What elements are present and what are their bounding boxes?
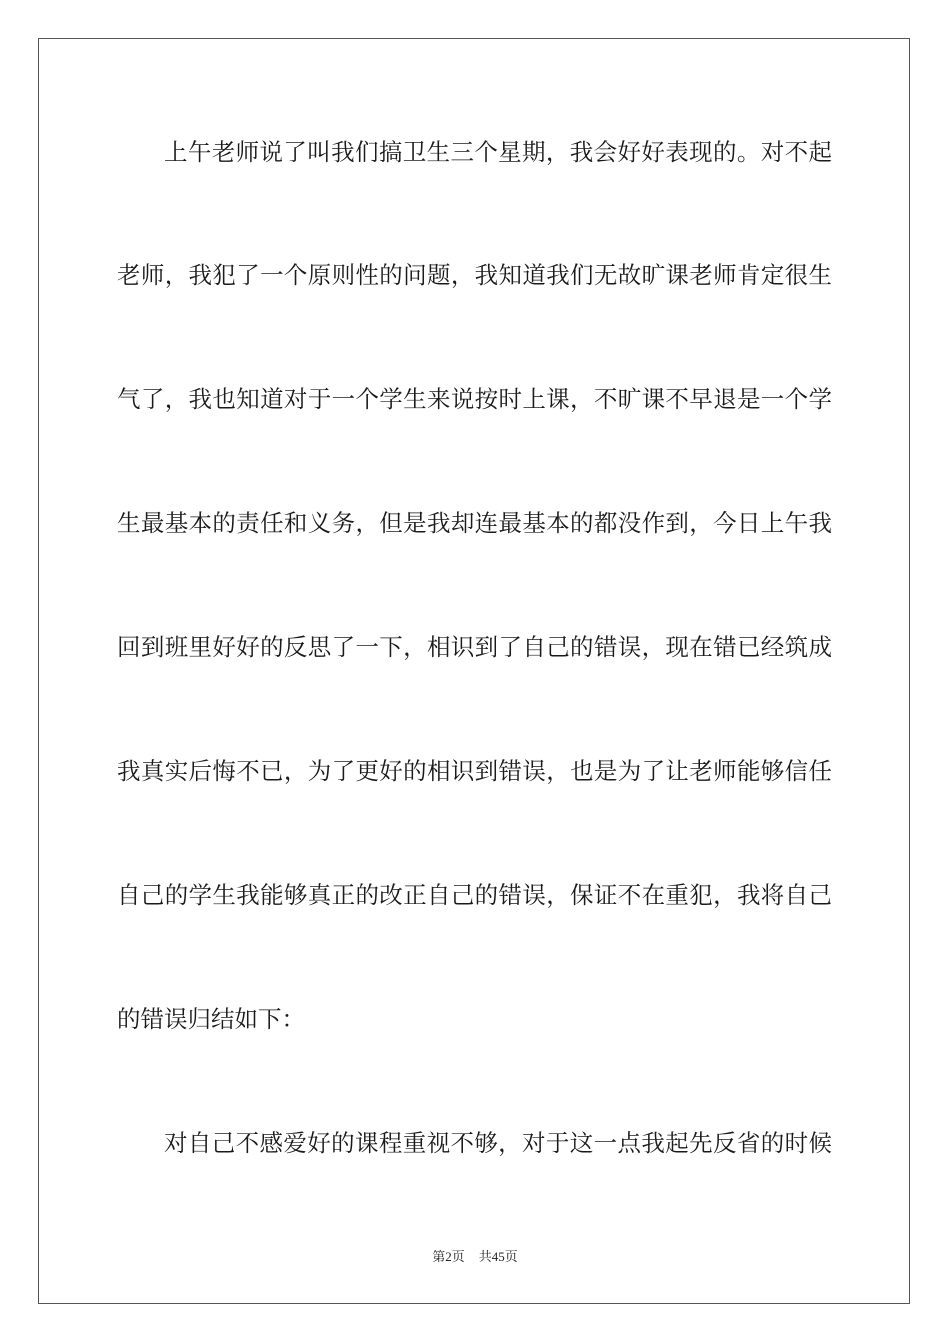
- paragraph-1-line-6: 我真实后悔不已，为了更好的相识到错误，也是为了让老师能够信任: [117, 757, 832, 785]
- paragraph-1-line-1: 上午老师说了叫我们搞卫生三个星期，我会好好表现的。对不起: [164, 138, 832, 166]
- total-suffix: 页: [504, 1250, 518, 1265]
- paragraph-1-line-2: 老师，我犯了一个原则性的问题，我知道我们无故旷课老师肯定很生: [117, 261, 832, 289]
- total-prefix: 共: [478, 1250, 492, 1265]
- page-number: 2: [445, 1249, 452, 1264]
- paragraph-1-line-3: 气了，我也知道对于一个学生来说按时上课，不旷课不早退是一个学: [117, 385, 832, 413]
- page-border: [38, 38, 910, 1304]
- paragraph-1-line-8: 的错误归结如下：: [117, 1005, 305, 1033]
- page-footer: [0, 1248, 950, 1267]
- total-pages: 45: [491, 1249, 505, 1264]
- paragraph-2-line-1: 对自己不感爱好的课程重视不够，对于这一点我起先反省的时候: [164, 1129, 832, 1157]
- paragraph-1-line-4: 生最基本的责任和义务，但是我却连最基本的都没作到，今日上午我: [117, 509, 832, 537]
- page-prefix: 第: [432, 1250, 446, 1265]
- paragraph-1-line-7: 自己的学生我能够真正的改正自己的错误，保证不在重犯，我将自己: [117, 881, 832, 909]
- page-suffix: 页: [451, 1250, 465, 1265]
- paragraph-1-line-5: 回到班里好好的反思了一下，相识到了自己的错误，现在错已经筑成: [117, 633, 832, 661]
